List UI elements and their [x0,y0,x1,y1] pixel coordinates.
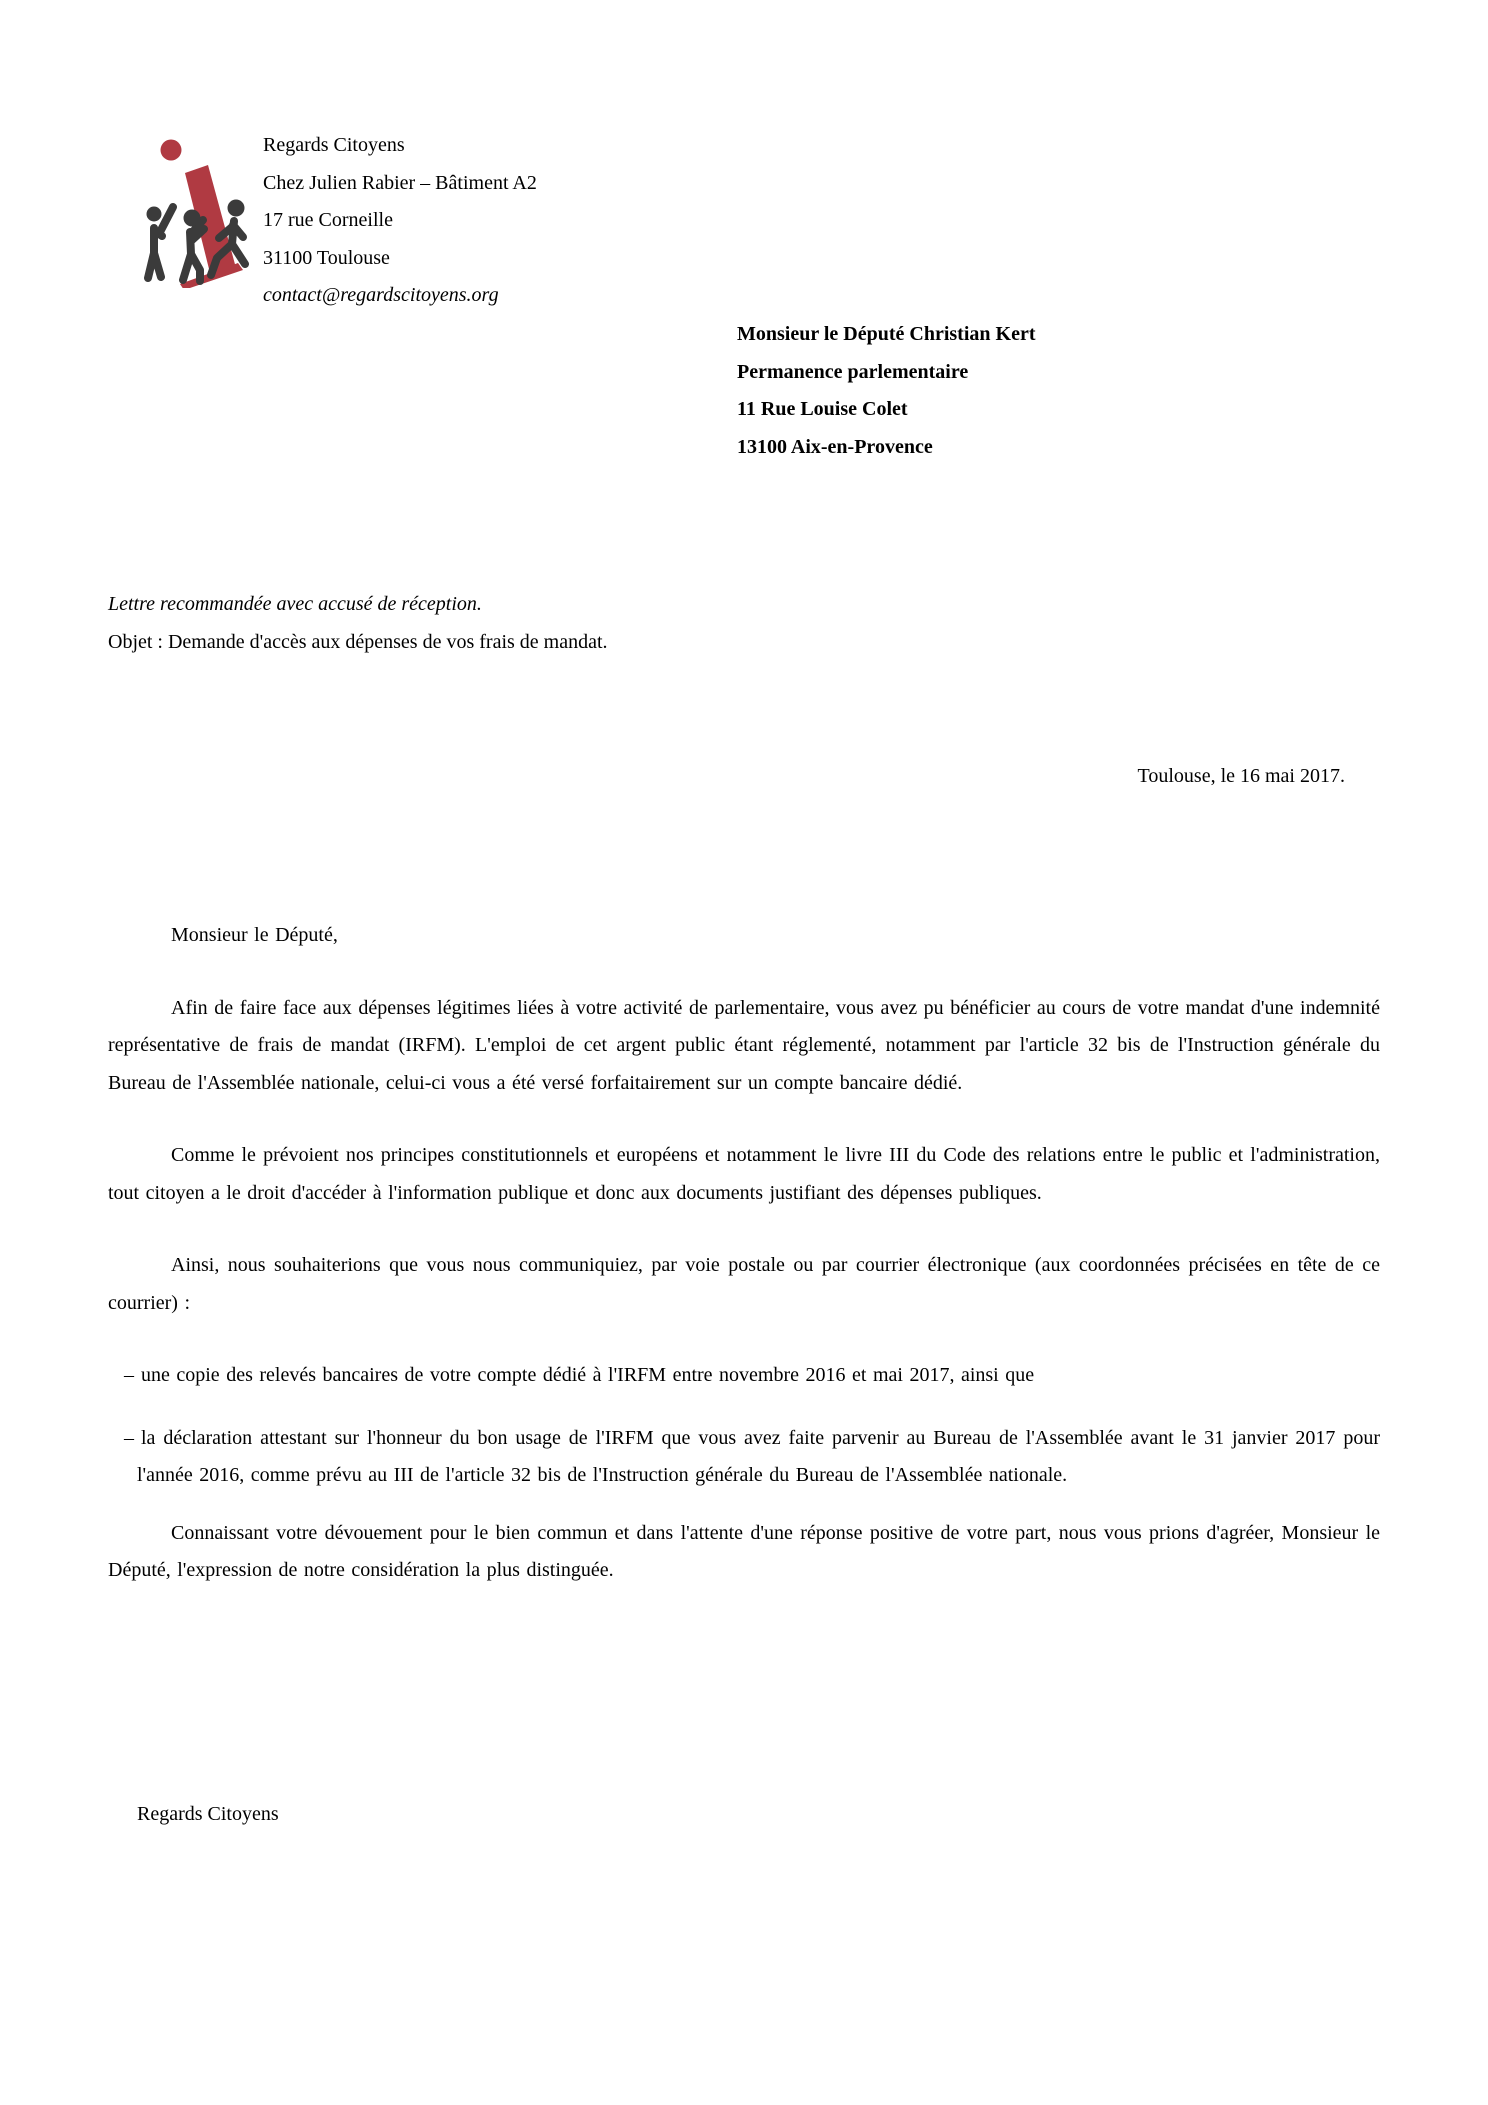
logo-i-dot [161,140,182,161]
registered-mail-notice: Lettre recommandée avec accusé de réception. [108,593,482,615]
dateline: Toulouse, le 16 mai 2017. [1137,765,1345,787]
subject-line: Objet : Demande d'accès aux dépenses de vos frais de mandat. [108,630,608,653]
request-list [108,1357,1380,1495]
letter-body [108,917,1380,1590]
closing-paragraph: Connaissant votre dévouement pour le bien commun et dans l'attente d'une réponse positive de votre part, nous vous prions d'agréer, Monsieur le Député, l'expression de notre considération la plus distinguée. [108,1521,1380,1581]
paragraph: Afin de faire face aux dépenses légitimes liées à votre activité de parlementaire, vous avez pu bénéficier au cours de votre mandat d'une indemnité représentative de frais de mandat (IRFM). L'emploi de cet argent public étant réglementé, notamment par l'article 32 bis de l'Instruction générale du Bureau de l'Assemblée nationale, celui-ci vous a été versé forfaitairement sur un compte bancaire dédié. [108,996,1380,1094]
list-dash-marker: – [124,1364,134,1386]
recipient-address-line: 13100 Aix-en-Provence [737,435,933,458]
recipient-address-block [737,316,1036,466]
sender-email: contact@regardscitoyens.org [263,284,499,306]
list-item [124,1420,1380,1495]
sender-address-line: 17 rue Corneille [263,209,393,231]
recipient-address-line: 11 Rue Louise Colet [737,398,908,420]
list-dash-marker: – [124,1426,134,1449]
reference-block [108,586,608,661]
sender-name: Regards Citoyens [263,134,405,156]
list-item-text: la déclaration attestant sur l'honneur du bon usage de l'IRFM que vous avez faite parvenir au Bureau de l'Assemblée avant le 31 janvier 2017 pour l'année 2016, comme prévu au III de l'article 32 bis de l'Instruction générale du Bureau de l'Assemblée nationale. [137,1426,1380,1486]
sender-address-block [263,127,537,315]
paragraph: Comme le prévoient nos principes constitutionnels et européens et notamment le livre III du Code des relations entre le public et l'administration, tout citoyen a le droit d'accéder à l'information publique et donc aux documents justifiant des dépenses publiques. [108,1144,1380,1204]
logo-person-middle [183,220,204,281]
salutation: Monsieur le Député, [171,924,338,946]
recipient-name: Monsieur le Député Christian Kert [737,323,1036,345]
list-item [124,1357,1380,1395]
logo-svg [140,136,252,288]
sender-address-line: 31100 Toulouse [263,246,390,269]
logo-head-right [228,200,245,217]
recipient-address-line: Permanence parlementaire [737,360,969,383]
sender-address-line: Chez Julien Rabier – Bâtiment A2 [263,171,537,194]
regards-citoyens-logo-icon [140,136,252,288]
list-item-text: une copie des relevés bancaires de votre compte dédié à l'IRFM entre novembre 2016 et mai 2017, ainsi que [141,1364,1035,1386]
logo-head-middle [184,210,201,227]
signature: Regards Citoyens [137,1803,279,1825]
logo-head-left [147,207,162,222]
paragraph: Ainsi, nous souhaiterions que vous nous communiquiez, par voie postale ou par courrier électronique (aux coordonnées précisées en tête de ce courrier) : [108,1254,1380,1314]
